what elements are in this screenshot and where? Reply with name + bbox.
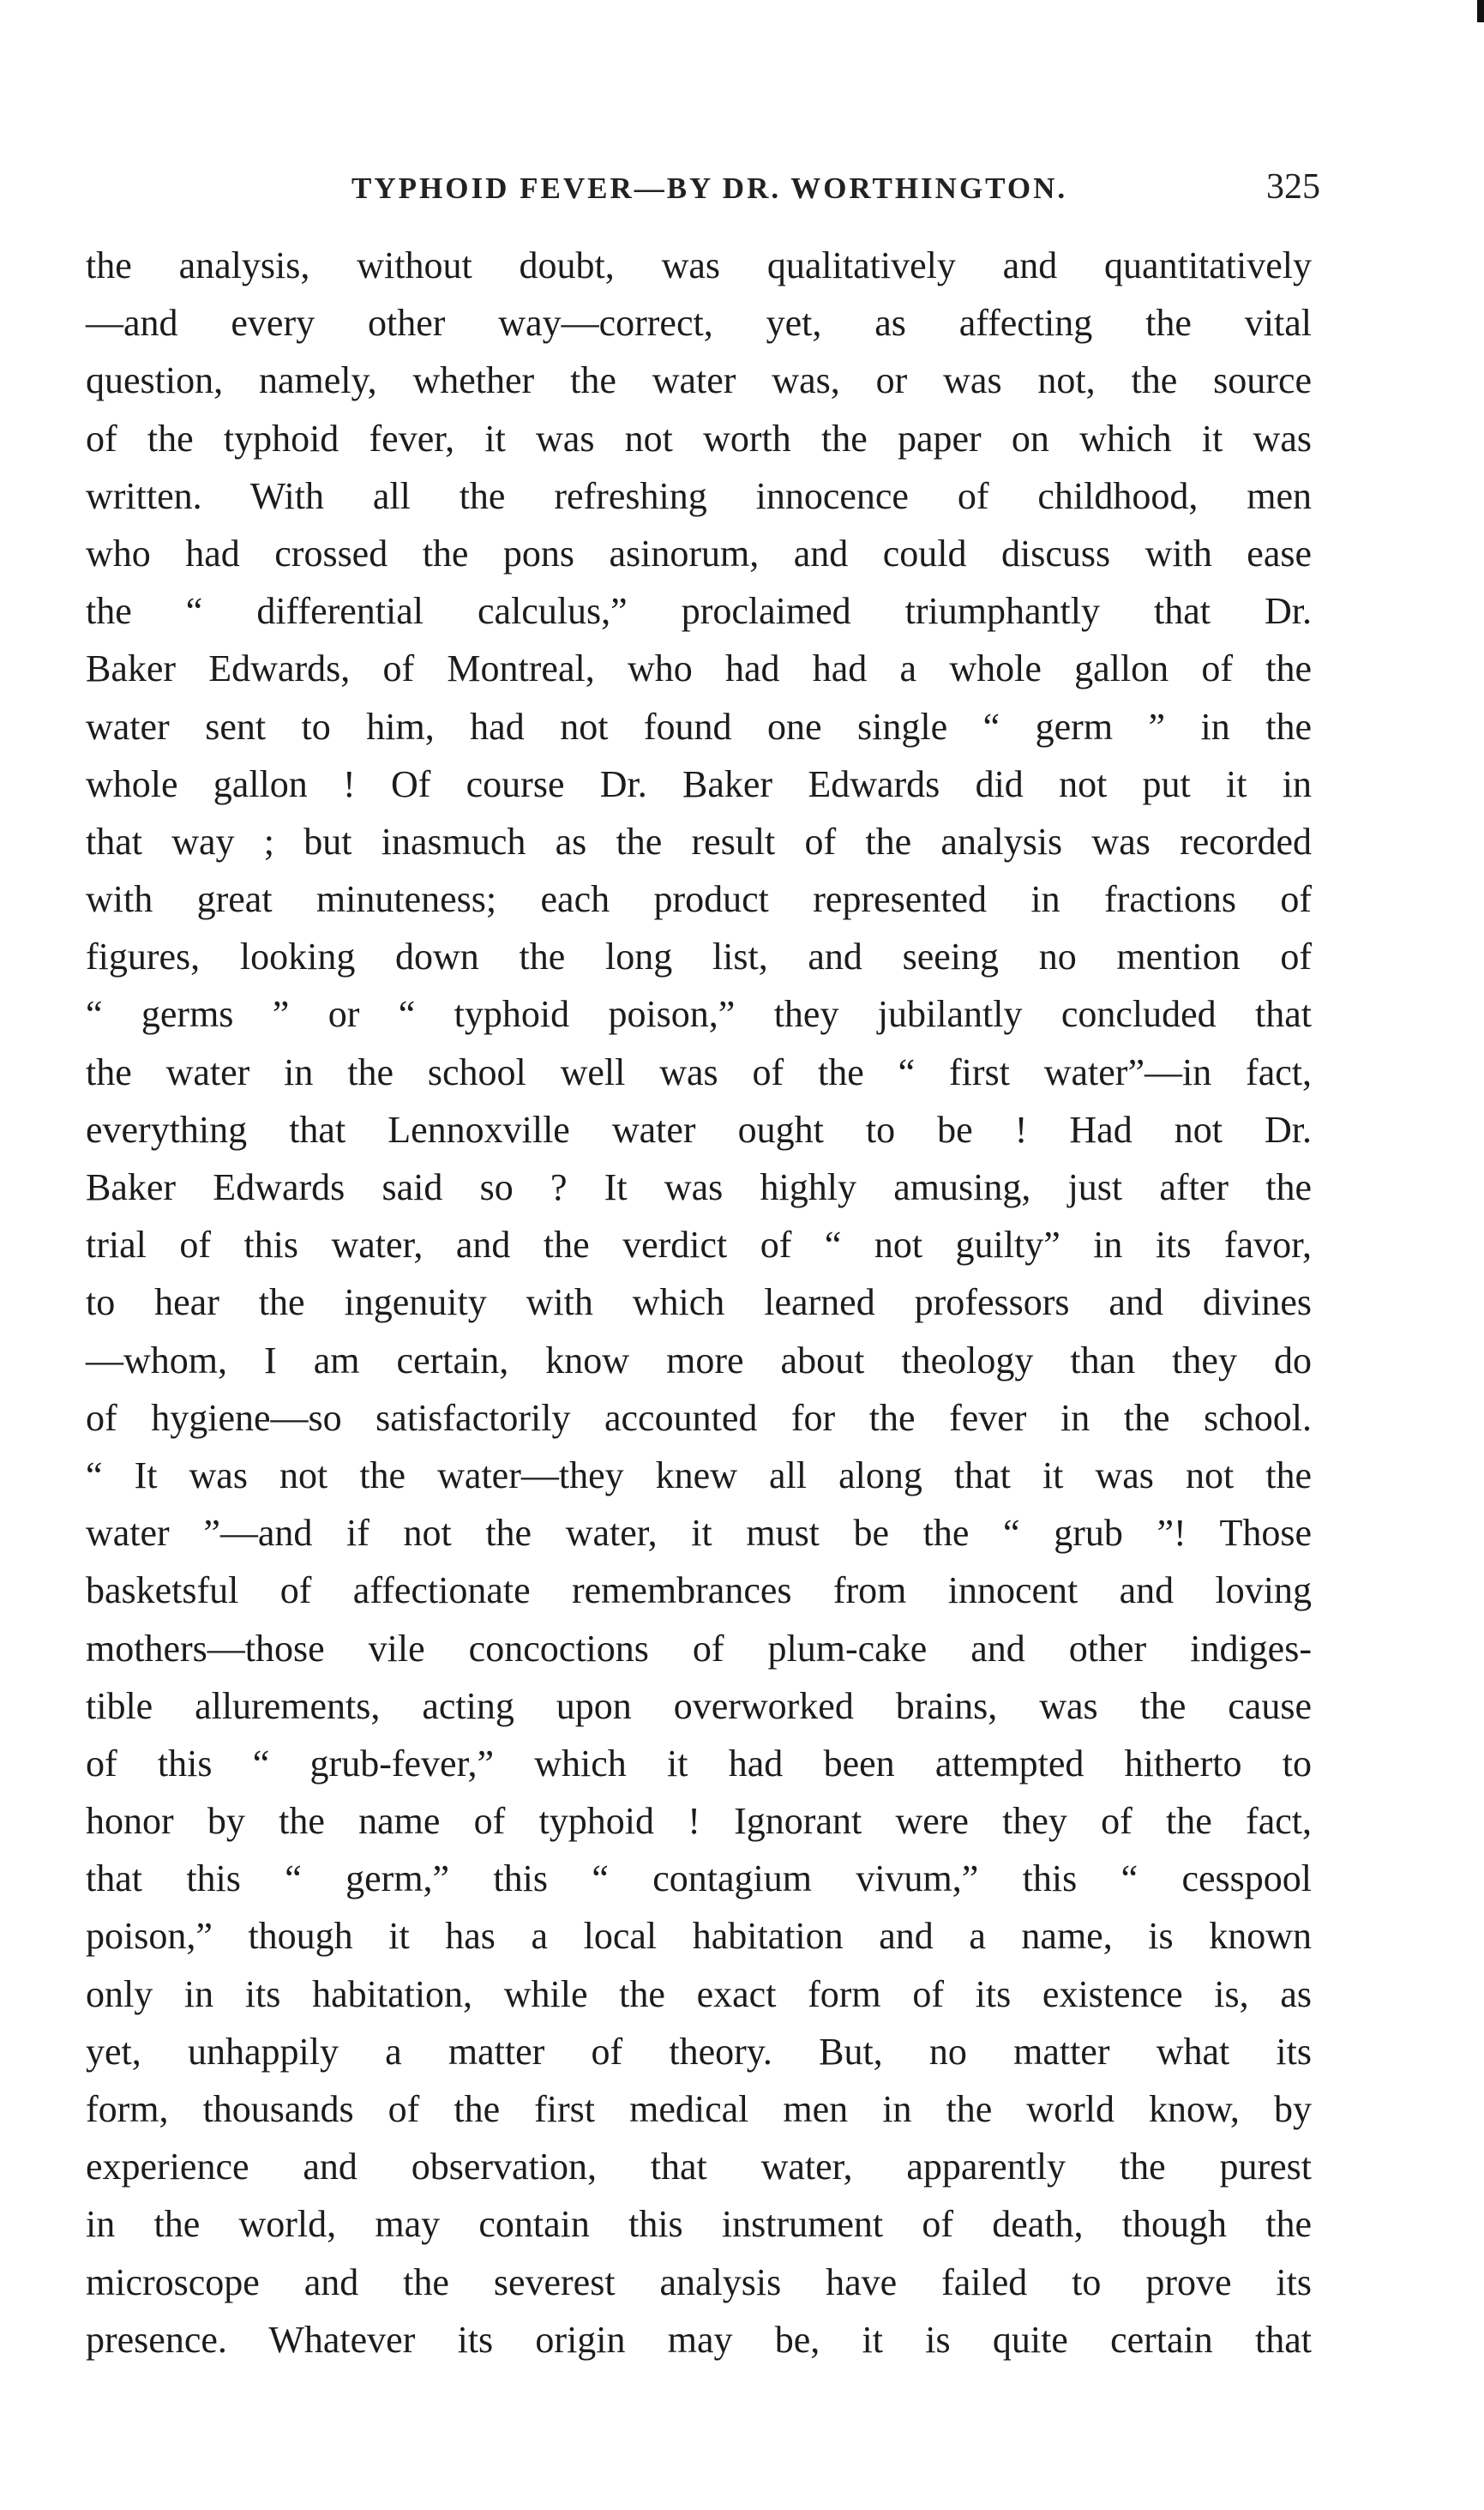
text-line: whole gallon ! Of course Dr. Baker Edwards did not put it in bbox=[86, 762, 1312, 805]
text-line: written. With all the refreshing innocence of childhood, men bbox=[86, 474, 1312, 517]
text-line: honor by the name of typhoid ! Ignorant were they of the fact, bbox=[86, 1800, 1312, 1843]
text-line: to hear the ingenuity with which learned professors and divines bbox=[86, 1281, 1312, 1324]
text-line: figures, looking down the long list, and seeing no mention of bbox=[86, 936, 1312, 978]
text-line: Baker Edwards said so ? It was highly amusing, just after the bbox=[86, 1166, 1312, 1208]
text-line: water ”—and if not the water, it must be the “ grub ”! Those bbox=[86, 1512, 1312, 1555]
text-line: Baker Edwards, of Montreal, who had had a whole gallon of the bbox=[86, 647, 1312, 690]
page-number: 325 bbox=[1266, 167, 1320, 207]
text-line: yet, unhappily a matter of theory. But, no matter what its bbox=[86, 2030, 1312, 2073]
text-line: experience and observation, that water, apparently the purest bbox=[86, 2146, 1312, 2188]
text-line: trial of this water, and the verdict of “ not guilty” in its favor, bbox=[86, 1224, 1312, 1267]
scan-edge-mark bbox=[1477, 0, 1484, 22]
text-line: microscope and the severest analysis have failed to prove its bbox=[86, 2260, 1312, 2303]
page-header bbox=[120, 167, 1320, 223]
text-line: of this “ grub-fever,” which it had been attempted hitherto to bbox=[86, 1742, 1312, 1785]
text-line: who had crossed the pons asinorum, and could discuss with ease bbox=[86, 532, 1312, 575]
text-line: “ germs ” or “ typhoid poison,” they jubilantly concluded that bbox=[86, 993, 1312, 1036]
text-line: —whom, I am certain, know more about theology than they do bbox=[86, 1339, 1312, 1381]
text-line: that way ; but inasmuch as the result of the analysis was recorded bbox=[86, 820, 1312, 863]
text-line: everything that Lennoxville water ought to be ! Had not Dr. bbox=[86, 1108, 1312, 1151]
text-line: question, namely, whether the water was, or was not, the source bbox=[86, 359, 1312, 402]
text-line: of the typhoid fever, it was not worth the paper on which it was bbox=[86, 417, 1312, 460]
text-line: the analysis, without doubt, was qualitatively and quantitatively bbox=[86, 244, 1312, 286]
text-line: with great minuteness; each product represented in fractions of bbox=[86, 878, 1312, 921]
text-line: —and every other way—correct, yet, as affecting the vital bbox=[86, 302, 1312, 345]
text-line: the “ differential calculus,” proclaimed triumphantly that Dr. bbox=[86, 590, 1312, 633]
running-head: TYPHOID FEVER—BY DR. WORTHINGTON. bbox=[351, 172, 1068, 205]
text-line: the water in the school well was of the “ first water”—in fact, bbox=[86, 1050, 1312, 1093]
text-line: “ It was not the water—they knew all along that it was not the bbox=[86, 1454, 1312, 1496]
text-line: form, thousands of the first medical men in the world know, by bbox=[86, 2088, 1312, 2130]
text-line: only in its habitation, while the exact form of its existence is, as bbox=[86, 1972, 1312, 2015]
text-line: poison,” though it has a local habitation and a name, is known bbox=[86, 1915, 1312, 1958]
text-line: water sent to him, had not found one single “ germ ” in the bbox=[86, 705, 1312, 748]
text-line: that this “ germ,” this “ contagium vivum,” this “ cesspool bbox=[86, 1857, 1312, 1900]
text-line: tible allurements, acting upon overworked brains, was the cause bbox=[86, 1684, 1312, 1727]
text-line: presence. Whatever its origin may be, it is quite certain that bbox=[86, 2318, 1312, 2361]
body-text bbox=[86, 237, 1312, 2369]
text-line: basketsful of affectionate remembrances from innocent and loving bbox=[86, 1569, 1312, 1612]
text-line: mothers—those vile concoctions of plum-cake and other indiges- bbox=[86, 1627, 1312, 1670]
text-line: in the world, may contain this instrument of death, though the bbox=[86, 2203, 1312, 2246]
text-line: of hygiene—so satisfactorily accounted for the fever in the school. bbox=[86, 1396, 1312, 1439]
